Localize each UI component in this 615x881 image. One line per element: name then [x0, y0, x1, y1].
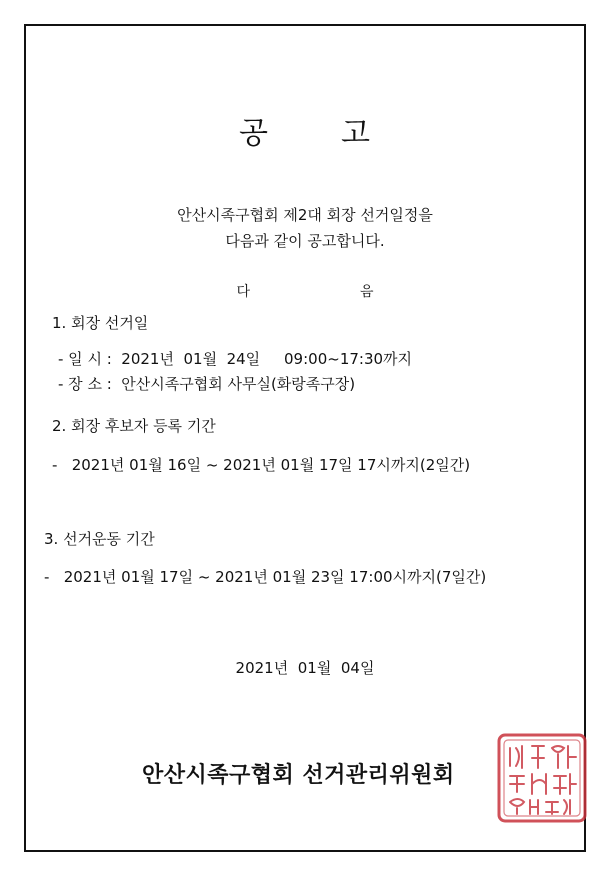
- dahum-right: 음: [360, 284, 374, 300]
- intro-line-2: 다음과 같이 공고합니다.: [225, 232, 385, 250]
- title-char-left: 공: [239, 116, 269, 151]
- section3-heading: 3. 선거운동 기간: [44, 530, 155, 548]
- section1-heading: 1. 회장 선거일: [52, 314, 149, 332]
- closing-date: 2021년 01월 04일: [235, 659, 375, 677]
- intro-line-1: 안산시족구협회 제2대 회장 선거일정을: [177, 206, 433, 224]
- dahum-left: 다: [236, 284, 250, 300]
- section2-line: - 2021년 01월 16일 ~ 2021년 01월 17일 17시까지(2일간): [52, 456, 471, 474]
- issuer-name: 안산시족구협회 선거관리위원회: [142, 762, 455, 788]
- section1-place-line: - 장 소 : 안산시족구협회 사무실(화랑족구장): [58, 375, 356, 393]
- section1-date-line: - 일 시 : 2021년 01월 24일 09:00~17:30까지: [58, 350, 413, 368]
- dahum-heading: [26, 281, 584, 301]
- section3-line: - 2021년 01월 17일 ~ 2021년 01월 23일 17:00시까지(7일간): [44, 568, 487, 586]
- section2-heading: 2. 회장 후보자 등록 기간: [52, 417, 216, 435]
- intro-paragraph: [26, 202, 584, 254]
- title-char-right: 고: [341, 116, 371, 151]
- official-seal-icon: [496, 732, 588, 824]
- notice-title: [26, 108, 584, 152]
- notice-frame: [24, 24, 586, 852]
